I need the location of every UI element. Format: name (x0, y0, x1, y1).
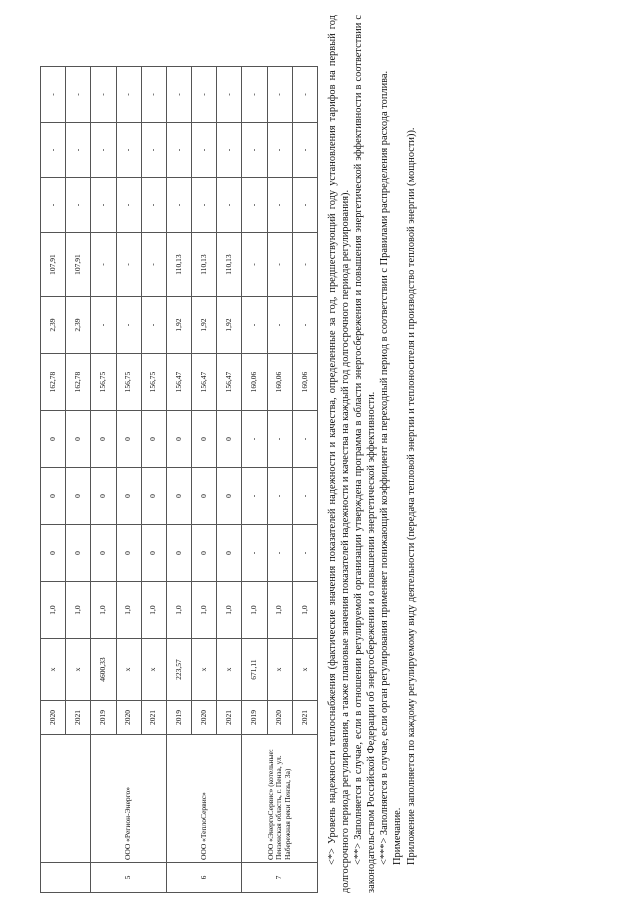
value-cell: 1,0 (66, 582, 91, 639)
value-cell: - (192, 67, 217, 123)
value-cell: 0 (116, 525, 141, 582)
footnote-1: <*> Уровень надежности теплоснабжения (фактические значения показателей надежности и качества, определенные за год, предшествующий году установления тарифов на первый год долгосрочного периода регулирования, а также плановые значения показателей надежности и качества на каждый год долгосрочного периода регулирования). (327, 15, 352, 893)
value-cell: - (217, 67, 242, 123)
table-row (41, 10, 66, 893)
value-cell: - (267, 67, 292, 123)
value-cell: 1,0 (192, 582, 217, 639)
value-cell: - (91, 233, 116, 297)
value-cell: 0 (141, 525, 166, 582)
value-cell: 0 (41, 525, 66, 582)
value-cell: - (292, 67, 317, 123)
value-cell: 1,92 (217, 297, 242, 354)
value-cell: 160,06 (267, 354, 292, 411)
value-cell: x (192, 639, 217, 701)
year-cell: 2021 (292, 701, 317, 735)
value-cell: - (91, 178, 116, 233)
value-cell: 160,06 (292, 354, 317, 411)
value-cell: - (116, 123, 141, 178)
value-cell: 0 (217, 468, 242, 525)
value-cell: - (267, 233, 292, 297)
value-cell: - (166, 123, 191, 178)
organization-name: ООО «ЭнергоСервис» (котельные: Пензенская область, г. Пенза, ул. Набережная реки Пензы, 3а) (242, 735, 318, 863)
value-cell: 671,11 (242, 639, 267, 701)
row-number: 7 (242, 863, 318, 893)
value-cell: 1,0 (292, 582, 317, 639)
year-cell: 2021 (217, 701, 242, 735)
value-cell: - (41, 123, 66, 178)
value-cell: 0 (116, 411, 141, 468)
row-number: 6 (166, 863, 242, 893)
value-cell: 0 (66, 525, 91, 582)
value-cell: 0 (91, 411, 116, 468)
value-cell: x (141, 639, 166, 701)
value-cell: - (141, 178, 166, 233)
value-cell: - (141, 233, 166, 297)
value-cell: - (292, 411, 317, 468)
value-cell: - (217, 123, 242, 178)
value-cell: - (66, 178, 91, 233)
value-cell: 110,13 (217, 233, 242, 297)
value-cell: - (292, 178, 317, 233)
value-cell: - (116, 233, 141, 297)
value-cell: 1,0 (141, 582, 166, 639)
value-cell: - (292, 233, 317, 297)
value-cell: 160,06 (242, 354, 267, 411)
value-cell: 0 (166, 468, 191, 525)
value-cell: 156,75 (116, 354, 141, 411)
value-cell: x (41, 639, 66, 701)
value-cell: 0 (91, 468, 116, 525)
value-cell: 0 (166, 525, 191, 582)
value-cell: - (292, 525, 317, 582)
organization-name: ООО «ТеплоСервис» (166, 735, 242, 863)
value-cell: 156,47 (217, 354, 242, 411)
value-cell: 0 (166, 411, 191, 468)
value-cell: x (292, 639, 317, 701)
value-cell: - (267, 468, 292, 525)
value-cell: - (41, 178, 66, 233)
value-cell: - (217, 178, 242, 233)
value-cell: 107,91 (41, 233, 66, 297)
year-cell: 2019 (166, 701, 191, 735)
value-cell: 1,0 (217, 582, 242, 639)
year-cell: 2020 (192, 701, 217, 735)
year-cell: 2019 (91, 701, 116, 735)
value-cell: 1,0 (41, 582, 66, 639)
footnote-3: <***> Заполняется в случае, если орган регулирования применяет понижающий коэффициент на переходный период в соответствии с Правилами распределения расхода топлива. (379, 70, 391, 865)
value-cell: 0 (192, 411, 217, 468)
year-cell: 2020 (41, 701, 66, 735)
year-cell: 2020 (267, 701, 292, 735)
value-cell: 0 (41, 468, 66, 525)
value-cell: x (66, 639, 91, 701)
value-cell: - (267, 525, 292, 582)
value-cell: - (242, 525, 267, 582)
row-number: 5 (91, 863, 167, 893)
value-cell: 0 (192, 525, 217, 582)
value-cell: 0 (192, 468, 217, 525)
value-cell: - (242, 468, 267, 525)
value-cell: 0 (217, 525, 242, 582)
value-cell: - (166, 67, 191, 123)
year-cell: 2019 (242, 701, 267, 735)
table-row (242, 10, 267, 893)
value-cell: 156,47 (192, 354, 217, 411)
value-cell: - (116, 297, 141, 354)
value-cell: - (192, 123, 217, 178)
value-cell: - (242, 123, 267, 178)
value-cell: 0 (116, 468, 141, 525)
table-row (166, 10, 191, 893)
value-cell: - (91, 67, 116, 123)
value-cell: - (141, 67, 166, 123)
value-cell: 156,47 (166, 354, 191, 411)
value-cell: 1,0 (91, 582, 116, 639)
year-cell: 2021 (66, 701, 91, 735)
value-cell: 1,0 (267, 582, 292, 639)
value-cell: x (267, 639, 292, 701)
value-cell: - (242, 297, 267, 354)
value-cell: 0 (217, 411, 242, 468)
note-text: Приложение заполняется по каждому регулируемому виду деятельности (передача тепловой энергии и теплоносителя и производство тепловой энергии (мощности)). (405, 127, 417, 865)
value-cell: - (292, 468, 317, 525)
value-cell: - (66, 67, 91, 123)
value-cell: - (292, 297, 317, 354)
value-cell: - (91, 123, 116, 178)
value-cell: 1,0 (166, 582, 191, 639)
value-cell: x (116, 639, 141, 701)
value-cell: 162,78 (66, 354, 91, 411)
value-cell: 156,75 (141, 354, 166, 411)
tariff-table (40, 10, 318, 893)
value-cell: - (141, 297, 166, 354)
value-cell: x (217, 639, 242, 701)
footnote-2: <**> Заполняется в случае, если в отношении регулируемой организации утверждена программа в области энергосбережения и повышения энергетической эффективности в соответствии с законодательством Российской Федерации об энергосбережении и о повышении энергетической эффективности. (353, 15, 378, 893)
note-heading: Примечание. (392, 807, 404, 865)
value-cell: 0 (41, 411, 66, 468)
organization-name (41, 735, 91, 863)
value-cell: 0 (141, 468, 166, 525)
value-cell: 156,75 (91, 354, 116, 411)
value-cell: 1,92 (192, 297, 217, 354)
value-cell: 1,92 (166, 297, 191, 354)
value-cell: - (192, 178, 217, 233)
value-cell: - (242, 178, 267, 233)
value-cell: - (166, 178, 191, 233)
value-cell: 0 (66, 411, 91, 468)
value-cell: - (242, 67, 267, 123)
value-cell: 1,0 (116, 582, 141, 639)
value-cell: 107,91 (66, 233, 91, 297)
value-cell: 0 (66, 468, 91, 525)
table-row (91, 10, 116, 893)
value-cell: 110,13 (192, 233, 217, 297)
organization-name: ООО «Регион-Энерго» (91, 735, 167, 863)
value-cell: - (116, 178, 141, 233)
value-cell: - (242, 233, 267, 297)
value-cell: - (267, 297, 292, 354)
value-cell: 162,78 (41, 354, 66, 411)
value-cell: - (267, 411, 292, 468)
value-cell: - (41, 67, 66, 123)
value-cell: 4600,33 (91, 639, 116, 701)
value-cell: - (66, 123, 91, 178)
value-cell: - (267, 178, 292, 233)
value-cell: - (91, 297, 116, 354)
value-cell: 2,39 (66, 297, 91, 354)
value-cell: - (141, 123, 166, 178)
year-cell: 2021 (141, 701, 166, 735)
value-cell: - (292, 123, 317, 178)
value-cell: - (267, 123, 292, 178)
value-cell: 1,0 (242, 582, 267, 639)
value-cell: 2,39 (41, 297, 66, 354)
value-cell: - (116, 67, 141, 123)
year-cell: 2020 (116, 701, 141, 735)
value-cell: 0 (141, 411, 166, 468)
value-cell: - (242, 411, 267, 468)
value-cell: 110,13 (166, 233, 191, 297)
value-cell: 0 (91, 525, 116, 582)
footnotes (326, 15, 418, 893)
row-number (41, 863, 91, 893)
value-cell: 223,57 (166, 639, 191, 701)
